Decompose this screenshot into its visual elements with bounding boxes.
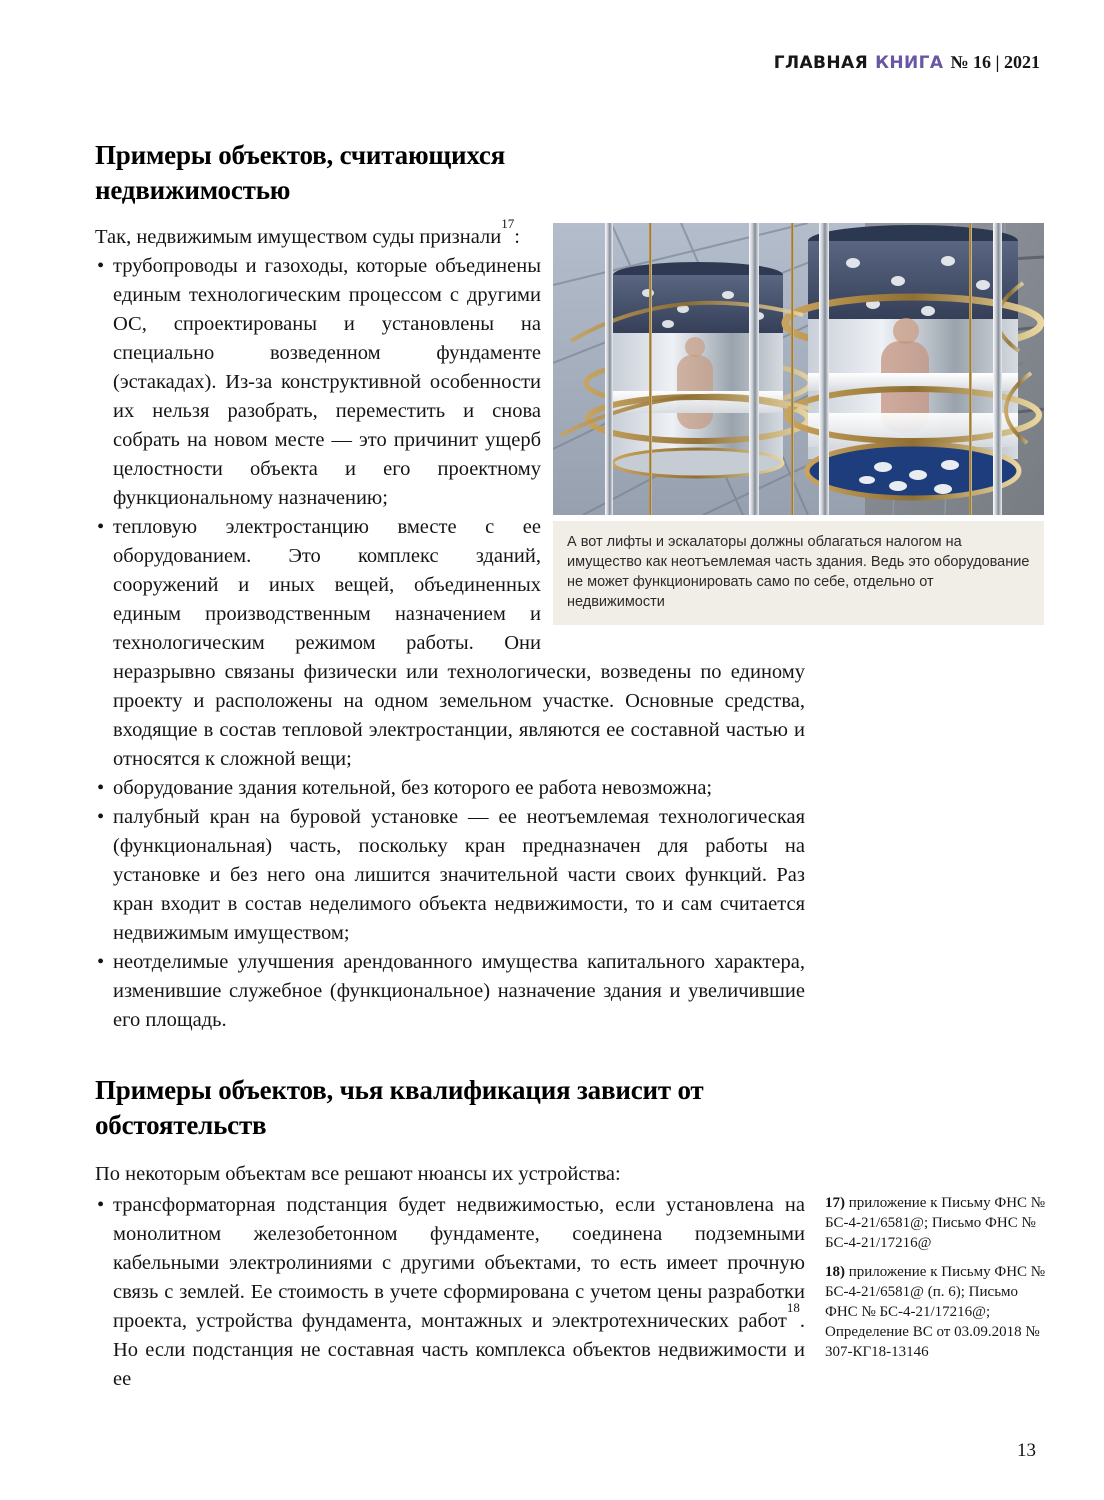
footnote-18-number: 18) — [825, 1264, 845, 1280]
footnote-17 — [825, 1193, 1053, 1253]
footnote-17-text: приложение к Письму ФНС № БС-4-21/6581@; Письмо ФНС № БС-4-21/17216@ — [825, 1195, 1046, 1251]
depends-intro: По некоторым объектам все решают нюансы их устройства: — [95, 1163, 621, 1185]
page-header — [774, 52, 1040, 73]
list-item-text: трансформаторная подстанция будет недвижимостью, если установлена на монолитном железобетонном фундаменте, соединена подземными кабельными электролиниями с другими объектами, то есть имеет прочную связь с землей. Ее стоимость в учете сформирована с учетом цены разработки проекта, устройства фундамента, монтажных и электротехнических работ — [113, 1194, 805, 1332]
magazine-title: ГЛАВНАЯ — [773, 53, 869, 73]
section-title-considered: Примеры объектов, считающихся недвижимостью — [95, 140, 506, 205]
issue-number: № 16 | 2021 — [950, 52, 1040, 72]
article-body — [95, 138, 1046, 1394]
list-item-text: трубопроводы и газоходы, которые объединены единым технологическим процессом с другими ОС, спроектированы и установлены на специально возведенном фундаменте (эстакадах). Из-за конструктивной особенности их нельзя разобрать, переместить и снова собрать на новом месте — это причинит ущерб целостности объекта и его проектному функциональному назначению; — [113, 255, 541, 509]
list-item — [95, 1191, 805, 1394]
list-item — [95, 803, 805, 948]
footnote-17-number: 17) — [825, 1195, 845, 1211]
footnote-ref-17: 17 — [501, 216, 515, 232]
footnote-18-text: приложение к Письму ФНС № БС-4-21/6581@ (п. 6); Письмо ФНС № БС-4-21/17216@; Определение ВС от 03.09.2018 № 307-КГ18-13146 — [825, 1264, 1046, 1360]
list-item — [95, 513, 805, 774]
recognized-objects-list — [95, 252, 805, 1035]
list-item-text: палубный кран на буровой установке — ее неотъемлемая технологическая (функциональная) часть, поскольку кран предназначен для работы на установке и без него она лишится значительной части своих функций. Раз кран входит в состав неделимого объекта недвижимости, то и сам считается недвижимым имуществом; — [113, 806, 805, 944]
list-item-text: тепловую электростанцию вместе с ее оборудованием. Это комплекс зданий, сооружений и иных вещей, объединенных единым производственным назначением и технологическим режимом работы. Они неразрывно связаны физически или технологически, возведены по единому проекту и расположены на одном земельном участке. Основные средства, входящие в состав тепловой электростанции, являются ее составной частью и относятся к сложной вещи; — [113, 516, 805, 770]
magazine-title-accent: КНИГА — [875, 53, 944, 73]
list-item-text: неотделимые улучшения арендованного имущества капитального характера, изменившие служебное (функциональное) назначение здания и увеличившие его площадь. — [113, 951, 805, 1031]
page-number: 13 — [1017, 1440, 1036, 1461]
footnotes-block — [825, 1193, 1053, 1371]
list-item — [95, 774, 805, 803]
footnote-18 — [825, 1262, 1053, 1362]
intro-colon: : — [514, 226, 520, 248]
list-item-text-tail: . Но если подстанция не составная часть комплекса объектов недвижимости и ее — [113, 1310, 805, 1390]
figure-caption: А вот лифты и эскалаторы должны облагаться налогом на имущество как неотъемлемая часть здания. Ведь это оборудование не может функционировать само по себе, отдельно от недвижимости — [553, 521, 1044, 625]
list-item — [95, 252, 805, 513]
footnote-ref-18: 18 — [786, 1300, 800, 1316]
section-depends — [95, 1073, 1046, 1394]
list-item-text: оборудование здания котельной, без которого ее работа невозможна; — [113, 777, 713, 799]
intro-text: Так, недвижимым имуществом суды признали — [95, 226, 502, 248]
section-title-depends: Примеры объектов, чья квалификация зависит от обстоятельств — [95, 1075, 704, 1140]
list-item — [95, 948, 805, 1035]
